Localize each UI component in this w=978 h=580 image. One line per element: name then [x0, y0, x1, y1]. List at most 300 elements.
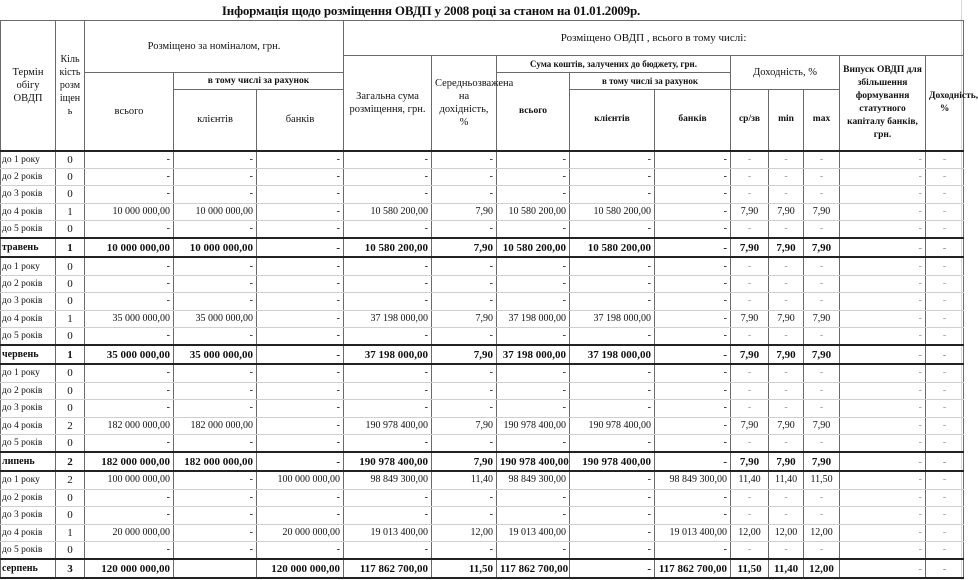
budget-total-cell: - [497, 400, 570, 418]
budget-banks-cell: - [655, 400, 731, 418]
budget-banks-cell: - [655, 382, 731, 400]
table-row [1, 221, 964, 239]
yield-avg-cell: - [731, 221, 769, 239]
issue-capital-cell: - [840, 471, 926, 489]
nominal-total-cell: - [85, 507, 174, 525]
yield-max-cell: 7,90 [804, 345, 840, 364]
yield-avg-cell: - [731, 293, 769, 311]
budget-total-cell: 10 580 200,00 [497, 203, 570, 221]
budget-clients-cell: - [570, 435, 655, 453]
budget-total-cell: - [497, 435, 570, 453]
count-cell: 3 [56, 559, 85, 578]
yield-avg-cell: - [731, 328, 769, 346]
issue-capital-cell: - [840, 328, 926, 346]
issue-yield-cell: - [926, 471, 964, 489]
yield-max-cell: 11,50 [804, 471, 840, 489]
header-budget-total: всього [497, 73, 570, 151]
yield-min-cell: - [769, 382, 804, 400]
count-cell: 0 [56, 186, 85, 204]
yield-avg-cell: 7,90 [731, 452, 769, 471]
issue-capital-cell: - [840, 417, 926, 435]
budget-banks-cell: - [655, 310, 731, 328]
count-cell: 0 [56, 151, 85, 169]
term-cell: до 5 років [1, 328, 56, 346]
table-row [1, 489, 964, 507]
yield-max-cell: 7,90 [804, 417, 840, 435]
month-summary-row [1, 559, 964, 578]
weighted-yield-cell: - [432, 435, 497, 453]
total-sum-cell: 190 978 400,00 [344, 417, 432, 435]
issue-yield-cell: - [926, 257, 964, 275]
total-sum-cell: 37 198 000,00 [344, 345, 432, 364]
total-sum-cell: - [344, 507, 432, 525]
budget-clients-cell: - [570, 328, 655, 346]
weighted-yield-cell: - [432, 151, 497, 169]
term-cell: до 3 років [1, 293, 56, 311]
weighted-yield-cell: - [432, 400, 497, 418]
total-sum-cell: - [344, 275, 432, 293]
budget-banks-cell: - [655, 417, 731, 435]
total-sum-cell: - [344, 328, 432, 346]
total-sum-cell: - [344, 151, 432, 169]
weighted-yield-cell: 7,90 [432, 203, 497, 221]
yield-avg-cell: - [731, 542, 769, 560]
weighted-yield-cell: - [432, 168, 497, 186]
header-nominal-clients: клієнтів [174, 90, 257, 151]
issue-yield-cell: - [926, 275, 964, 293]
budget-clients-cell: - [570, 471, 655, 489]
budget-total-cell: - [497, 364, 570, 382]
issue-capital-cell: - [840, 507, 926, 525]
nominal-clients-cell: - [174, 524, 257, 542]
header-budget-group: Сума коштів, залучених до бюджету, грн. [497, 56, 731, 73]
yield-min-cell: - [769, 168, 804, 186]
budget-clients-cell: - [570, 364, 655, 382]
term-cell: до 2 років [1, 489, 56, 507]
issue-capital-cell: - [840, 275, 926, 293]
budget-banks-cell: - [655, 221, 731, 239]
header-yield-max: max [804, 90, 840, 151]
budget-total-cell: 37 198 000,00 [497, 345, 570, 364]
issue-capital-cell: - [840, 293, 926, 311]
table-header [1, 21, 978, 151]
budget-clients-cell: - [570, 559, 655, 578]
budget-total-cell: 19 013 400,00 [497, 524, 570, 542]
table-row [1, 168, 964, 186]
nominal-banks-cell: - [257, 382, 344, 400]
budget-banks-cell: - [655, 238, 731, 257]
header-weighted-yield: Середньозважена на дохідність, % [432, 56, 497, 151]
total-sum-cell: - [344, 489, 432, 507]
nominal-total-cell: 100 000 000,00 [85, 471, 174, 489]
issue-yield-cell: - [926, 452, 964, 471]
weighted-yield-cell: - [432, 257, 497, 275]
nominal-clients-cell: - [174, 168, 257, 186]
count-cell: 0 [56, 328, 85, 346]
nominal-banks-cell: - [257, 221, 344, 239]
weighted-yield-cell: - [432, 489, 497, 507]
issue-capital-cell: - [840, 257, 926, 275]
total-sum-cell: - [344, 382, 432, 400]
count-cell: 0 [56, 435, 85, 453]
nominal-total-cell: - [85, 400, 174, 418]
issue-yield-cell: - [926, 417, 964, 435]
term-cell: до 2 років [1, 382, 56, 400]
yield-min-cell: 7,90 [769, 452, 804, 471]
term-cell: до 4 років [1, 203, 56, 221]
budget-total-cell: 117 862 700,00 [497, 559, 570, 578]
header-yield-min: min [769, 90, 804, 151]
term-cell: до 5 років [1, 221, 56, 239]
nominal-banks-cell: 100 000 000,00 [257, 471, 344, 489]
total-sum-cell: - [344, 186, 432, 204]
count-cell: 2 [56, 452, 85, 471]
budget-clients-cell: - [570, 186, 655, 204]
yield-avg-cell: - [731, 507, 769, 525]
nominal-banks-cell: - [257, 168, 344, 186]
count-cell: 0 [56, 221, 85, 239]
yield-max-cell: 7,90 [804, 238, 840, 257]
nominal-banks-cell: - [257, 310, 344, 328]
count-cell: 0 [56, 275, 85, 293]
budget-banks-cell: - [655, 186, 731, 204]
term-cell: липень [1, 452, 56, 471]
nominal-clients-cell [174, 559, 257, 578]
term-cell: травень [1, 238, 56, 257]
term-cell: до 1 року [1, 257, 56, 275]
issue-capital-cell: - [840, 364, 926, 382]
budget-banks-cell: - [655, 345, 731, 364]
yield-avg-cell: 11,50 [731, 559, 769, 578]
yield-max-cell: - [804, 507, 840, 525]
nominal-banks-cell: - [257, 345, 344, 364]
budget-total-cell: - [497, 328, 570, 346]
nominal-total-cell: - [85, 168, 174, 186]
budget-banks-cell: 98 849 300,00 [655, 471, 731, 489]
budget-banks-cell: 19 013 400,00 [655, 524, 731, 542]
table-row [1, 400, 964, 418]
nominal-total-cell: - [85, 221, 174, 239]
nominal-clients-cell: - [174, 471, 257, 489]
header-yield-avg: ср/зв [731, 90, 769, 151]
nominal-banks-cell: - [257, 328, 344, 346]
table-row [1, 471, 964, 489]
yield-avg-cell: - [731, 435, 769, 453]
header-total-sum: Загальна сума розміщення, грн. [344, 56, 432, 151]
nominal-total-cell: - [85, 542, 174, 560]
budget-total-cell: - [497, 293, 570, 311]
weighted-yield-cell: 7,90 [432, 238, 497, 257]
ovdp-placement-table [0, 20, 978, 579]
weighted-yield-cell: - [432, 293, 497, 311]
nominal-total-cell: 182 000 000,00 [85, 452, 174, 471]
yield-min-cell: 7,90 [769, 238, 804, 257]
nominal-banks-cell: - [257, 364, 344, 382]
count-cell: 0 [56, 489, 85, 507]
weighted-yield-cell: - [432, 275, 497, 293]
issue-yield-cell: - [926, 168, 964, 186]
nominal-total-cell: - [85, 186, 174, 204]
report-title [0, 0, 966, 20]
table-row [1, 257, 964, 275]
count-cell: 0 [56, 382, 85, 400]
yield-min-cell: - [769, 489, 804, 507]
nominal-total-cell: - [85, 293, 174, 311]
nominal-clients-cell: - [174, 257, 257, 275]
issue-capital-cell: - [840, 524, 926, 542]
table-body [1, 151, 964, 579]
header-yield-group: Доходність, % [731, 56, 840, 90]
issue-yield-cell: - [926, 542, 964, 560]
issue-yield-cell: - [926, 293, 964, 311]
count-cell: 0 [56, 293, 85, 311]
header-nominal-group: Розміщено за номіналом, грн. [85, 21, 344, 73]
month-summary-row [1, 452, 964, 471]
yield-max-cell: - [804, 328, 840, 346]
nominal-clients-cell: 10 000 000,00 [174, 238, 257, 257]
nominal-clients-cell: - [174, 489, 257, 507]
yield-min-cell: - [769, 257, 804, 275]
budget-clients-cell: - [570, 382, 655, 400]
nominal-total-cell: - [85, 151, 174, 169]
yield-max-cell: - [804, 542, 840, 560]
nominal-banks-cell: - [257, 275, 344, 293]
nominal-clients-cell: - [174, 400, 257, 418]
term-cell: до 5 років [1, 435, 56, 453]
term-cell: до 4 років [1, 310, 56, 328]
term-cell: до 2 років [1, 275, 56, 293]
issue-capital-cell: - [840, 238, 926, 257]
nominal-banks-cell: - [257, 238, 344, 257]
term-cell: серпень [1, 559, 56, 578]
budget-total-cell: - [497, 382, 570, 400]
nominal-clients-cell: - [174, 275, 257, 293]
weighted-yield-cell: - [432, 186, 497, 204]
total-sum-cell: 10 580 200,00 [344, 238, 432, 257]
nominal-clients-cell: 10 000 000,00 [174, 203, 257, 221]
yield-max-cell: 7,90 [804, 452, 840, 471]
nominal-clients-cell: - [174, 382, 257, 400]
issue-capital-cell: - [840, 221, 926, 239]
weighted-yield-cell: - [432, 507, 497, 525]
count-cell: 1 [56, 345, 85, 364]
yield-max-cell: - [804, 151, 840, 169]
nominal-clients-cell: - [174, 221, 257, 239]
header-budget-banks: банків [655, 90, 731, 151]
issue-yield-cell: - [926, 435, 964, 453]
header-nominal-banks: банків [257, 90, 344, 151]
budget-banks-cell: - [655, 542, 731, 560]
budget-total-cell: - [497, 542, 570, 560]
yield-avg-cell: - [731, 275, 769, 293]
table-row [1, 151, 964, 169]
issue-capital-cell: - [840, 452, 926, 471]
issue-yield-cell: - [926, 507, 964, 525]
total-sum-cell: 117 862 700,00 [344, 559, 432, 578]
issue-capital-cell: - [840, 489, 926, 507]
budget-clients-cell: 190 978 400,00 [570, 417, 655, 435]
yield-max-cell: - [804, 293, 840, 311]
budget-clients-cell: - [570, 489, 655, 507]
nominal-clients-cell: - [174, 435, 257, 453]
budget-total-cell: - [497, 186, 570, 204]
nominal-banks-cell: - [257, 151, 344, 169]
count-cell: 0 [56, 400, 85, 418]
term-cell: червень [1, 345, 56, 364]
budget-banks-cell: - [655, 452, 731, 471]
yield-max-cell: - [804, 435, 840, 453]
nominal-total-cell: 10 000 000,00 [85, 238, 174, 257]
budget-banks-cell: - [655, 489, 731, 507]
yield-avg-cell: 7,90 [731, 203, 769, 221]
term-cell: до 1 року [1, 364, 56, 382]
yield-avg-cell: 7,90 [731, 345, 769, 364]
weighted-yield-cell: - [432, 542, 497, 560]
yield-min-cell: 7,90 [769, 345, 804, 364]
yield-max-cell: - [804, 489, 840, 507]
yield-min-cell: - [769, 293, 804, 311]
yield-max-cell: 12,00 [804, 524, 840, 542]
nominal-clients-cell: - [174, 364, 257, 382]
yield-avg-cell: 7,90 [731, 417, 769, 435]
issue-capital-cell: - [840, 382, 926, 400]
nominal-total-cell: 35 000 000,00 [85, 345, 174, 364]
yield-min-cell: - [769, 435, 804, 453]
total-sum-cell: - [344, 293, 432, 311]
budget-total-cell: 10 580 200,00 [497, 238, 570, 257]
nominal-banks-cell: - [257, 435, 344, 453]
weighted-yield-cell: 7,90 [432, 417, 497, 435]
yield-avg-cell: - [731, 151, 769, 169]
nominal-banks-cell: - [257, 507, 344, 525]
yield-max-cell: - [804, 257, 840, 275]
nominal-clients-cell: - [174, 542, 257, 560]
nominal-total-cell: - [85, 257, 174, 275]
issue-yield-cell: - [926, 382, 964, 400]
table-row [1, 310, 964, 328]
table-row [1, 542, 964, 560]
issue-yield-cell: - [926, 524, 964, 542]
month-summary-row [1, 345, 964, 364]
table-row [1, 417, 964, 435]
yield-max-cell: 12,00 [804, 559, 840, 578]
header-term: Термін обігу ОВДП [1, 21, 56, 151]
issue-yield-cell: - [926, 559, 964, 578]
issue-yield-cell: - [926, 203, 964, 221]
term-cell: до 1 року [1, 471, 56, 489]
count-cell: 1 [56, 524, 85, 542]
budget-clients-cell: 10 580 200,00 [570, 238, 655, 257]
budget-clients-cell: - [570, 275, 655, 293]
nominal-total-cell: 120 000 000,00 [85, 559, 174, 578]
nominal-total-cell: 182 000 000,00 [85, 417, 174, 435]
issue-capital-cell: - [840, 310, 926, 328]
count-cell: 0 [56, 257, 85, 275]
budget-total-cell: - [497, 507, 570, 525]
total-sum-cell: 190 978 400,00 [344, 452, 432, 471]
weighted-yield-cell: 11,50 [432, 559, 497, 578]
total-sum-cell: - [344, 364, 432, 382]
table-row [1, 186, 964, 204]
total-sum-cell: 98 849 300,00 [344, 471, 432, 489]
issue-capital-cell: - [840, 559, 926, 578]
nominal-banks-cell: - [257, 400, 344, 418]
nominal-clients-cell: - [174, 186, 257, 204]
nominal-total-cell: 20 000 000,00 [85, 524, 174, 542]
budget-clients-cell: - [570, 400, 655, 418]
yield-min-cell: 7,90 [769, 203, 804, 221]
yield-min-cell: - [769, 542, 804, 560]
nominal-clients-cell: 182 000 000,00 [174, 452, 257, 471]
yield-avg-cell: - [731, 257, 769, 275]
header-placed-group: Розміщено ОВДП , всього в тому числі: [344, 21, 964, 56]
issue-yield-cell: - [926, 345, 964, 364]
budget-total-cell: - [497, 151, 570, 169]
total-sum-cell: 19 013 400,00 [344, 524, 432, 542]
total-sum-cell: 10 580 200,00 [344, 203, 432, 221]
issue-yield-cell: - [926, 221, 964, 239]
table-row [1, 275, 964, 293]
issue-yield-cell: - [926, 310, 964, 328]
budget-total-cell: - [497, 168, 570, 186]
yield-avg-cell: 11,40 [731, 471, 769, 489]
nominal-clients-cell: 35 000 000,00 [174, 345, 257, 364]
yield-max-cell: - [804, 168, 840, 186]
budget-clients-cell: 190 978 400,00 [570, 452, 655, 471]
term-cell: до 2 років [1, 168, 56, 186]
nominal-total-cell: - [85, 275, 174, 293]
issue-capital-cell: - [840, 435, 926, 453]
table-row [1, 203, 964, 221]
issue-yield-cell: - [926, 186, 964, 204]
nominal-total-cell: 35 000 000,00 [85, 310, 174, 328]
nominal-total-cell: - [85, 435, 174, 453]
total-sum-cell: 37 198 000,00 [344, 310, 432, 328]
yield-min-cell: - [769, 507, 804, 525]
count-cell: 0 [56, 364, 85, 382]
weighted-yield-cell: 7,90 [432, 452, 497, 471]
nominal-banks-cell: 20 000 000,00 [257, 524, 344, 542]
count-cell: 2 [56, 417, 85, 435]
nominal-banks-cell: - [257, 203, 344, 221]
budget-banks-cell: - [655, 257, 731, 275]
nominal-banks-cell: - [257, 186, 344, 204]
budget-clients-cell: 10 580 200,00 [570, 203, 655, 221]
term-cell: до 5 років [1, 542, 56, 560]
month-summary-row [1, 238, 964, 257]
weighted-yield-cell: - [432, 382, 497, 400]
yield-avg-cell: - [731, 382, 769, 400]
yield-avg-cell: - [731, 489, 769, 507]
weighted-yield-cell: 7,90 [432, 310, 497, 328]
yield-avg-cell: - [731, 186, 769, 204]
budget-clients-cell: - [570, 542, 655, 560]
issue-capital-cell: - [840, 542, 926, 560]
nominal-clients-cell: 35 000 000,00 [174, 310, 257, 328]
issue-yield-cell: - [926, 151, 964, 169]
yield-max-cell: 7,90 [804, 203, 840, 221]
term-cell: до 1 року [1, 151, 56, 169]
budget-total-cell: - [497, 489, 570, 507]
budget-total-cell: - [497, 257, 570, 275]
issue-yield-cell: - [926, 238, 964, 257]
budget-clients-cell: - [570, 293, 655, 311]
table-row [1, 382, 964, 400]
issue-capital-cell: - [840, 345, 926, 364]
yield-avg-cell: 7,90 [731, 238, 769, 257]
budget-clients-cell: 37 198 000,00 [570, 310, 655, 328]
budget-total-cell: 190 978 400,00 [497, 452, 570, 471]
